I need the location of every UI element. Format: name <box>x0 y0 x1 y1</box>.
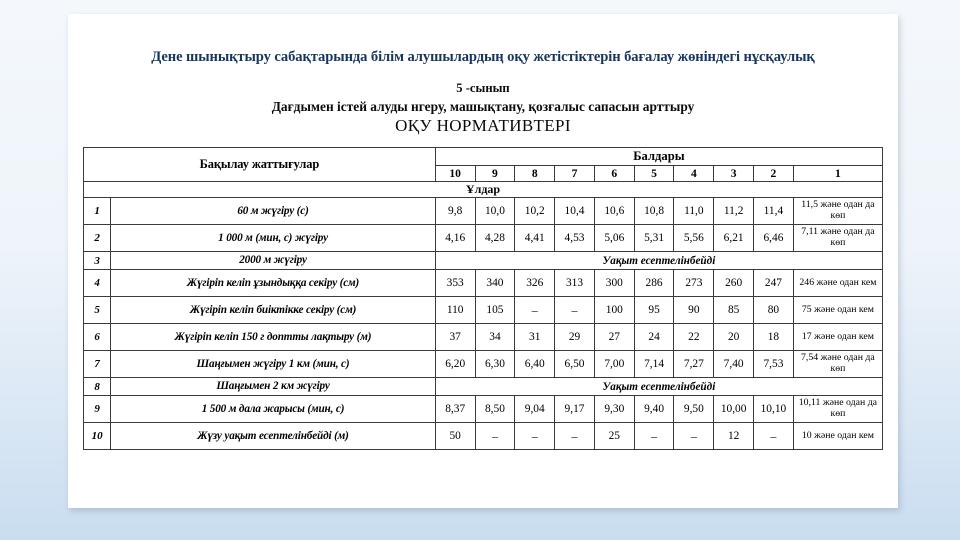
score-cell: 7,27 <box>674 351 714 378</box>
score-cell: 50 <box>435 423 475 450</box>
row-number: 9 <box>84 396 111 423</box>
table-row <box>84 252 883 270</box>
subtitle-grade: 5 -сынып <box>456 81 510 95</box>
score-cell: 7,40 <box>714 351 754 378</box>
header-score-8: 8 <box>515 166 555 182</box>
score-cell: 6,46 <box>754 225 794 252</box>
page-title: Дене шынықтыру сабақтарында білім алушылардың оқу жетістіктерін бағалау жөніндегі нұсқаулық <box>151 49 815 65</box>
score-cell: – <box>634 423 674 450</box>
table-row <box>84 324 883 351</box>
subtitle-description: Дағдымен істей алуды нгеру, машықтану, қозғалыс сапасын арттыру <box>271 99 695 114</box>
score-cell: 8,37 <box>435 396 475 423</box>
score-cell: 37 <box>435 324 475 351</box>
lowest-score-cell: 11,5 және одан да көп <box>793 198 882 225</box>
section-row-boys <box>84 182 883 198</box>
row-number: 7 <box>84 351 111 378</box>
score-cell: 9,17 <box>555 396 595 423</box>
exercise-name: Шаңғымен жүгіру 1 км (мин, с) <box>111 351 436 378</box>
score-cell: 105 <box>475 297 515 324</box>
header-scores-group: Балдары <box>435 148 882 166</box>
score-cell: 10,2 <box>515 198 555 225</box>
score-cell: 80 <box>754 297 794 324</box>
table-body <box>84 198 883 450</box>
score-cell: – <box>515 423 555 450</box>
score-cell: 34 <box>475 324 515 351</box>
table-row <box>84 351 883 378</box>
table-row <box>84 396 883 423</box>
header-score-7: 7 <box>555 166 595 182</box>
score-cell: 247 <box>754 270 794 297</box>
score-cell: 4,16 <box>435 225 475 252</box>
score-cell: 10,4 <box>555 198 595 225</box>
title-block <box>68 14 898 136</box>
score-cell: 24 <box>634 324 674 351</box>
header-score-10: 10 <box>435 166 475 182</box>
score-cell: 10,6 <box>594 198 634 225</box>
score-cell: 7,53 <box>754 351 794 378</box>
row-number: 1 <box>84 198 111 225</box>
table-row <box>84 297 883 324</box>
score-cell: 20 <box>714 324 754 351</box>
slide-canvas <box>68 14 898 508</box>
score-cell: 9,40 <box>634 396 674 423</box>
exercise-name: Жүгіріп келіп биіктікке секіру (см) <box>111 297 436 324</box>
score-cell: 313 <box>555 270 595 297</box>
score-cell: 90 <box>674 297 714 324</box>
row-number: 4 <box>84 270 111 297</box>
score-cell: 11,0 <box>674 198 714 225</box>
score-cell: 18 <box>754 324 794 351</box>
exercise-name: 1 000 м (мин, с) жүгіру <box>111 225 436 252</box>
score-cell: 4,53 <box>555 225 595 252</box>
score-cell: 11,4 <box>754 198 794 225</box>
score-cell: 4,41 <box>515 225 555 252</box>
score-cell: 7,00 <box>594 351 634 378</box>
score-cell: 273 <box>674 270 714 297</box>
score-cell: 9,04 <box>515 396 555 423</box>
subtitle-heading: ОҚУ НОРМАТИВТЕРІ <box>395 116 571 135</box>
exercise-name: 60 м жүгіру (с) <box>111 198 436 225</box>
header-score-2: 2 <box>754 166 794 182</box>
score-cell: 6,30 <box>475 351 515 378</box>
header-score-1: 1 <box>793 166 882 182</box>
table-row <box>84 225 883 252</box>
score-cell: 110 <box>435 297 475 324</box>
score-cell: 326 <box>515 270 555 297</box>
exercise-name: Жүгіріп келіп ұзындыққа секіру (см) <box>111 270 436 297</box>
score-cell: 10,0 <box>475 198 515 225</box>
exercise-name: Шаңғымен 2 км жүгіру <box>111 378 436 396</box>
score-cell: 10,8 <box>634 198 674 225</box>
row-number: 2 <box>84 225 111 252</box>
score-cell: – <box>674 423 714 450</box>
lowest-score-cell: 75 және одан кем <box>793 297 882 324</box>
score-cell: 5,06 <box>594 225 634 252</box>
table-row <box>84 423 883 450</box>
lowest-score-cell: 7,11 және одан да көп <box>793 225 882 252</box>
row-number: 5 <box>84 297 111 324</box>
lowest-score-cell: 7,54 және одан да көп <box>793 351 882 378</box>
score-cell: – <box>475 423 515 450</box>
not-timed-note: Уақыт есептелінбейді <box>435 378 882 396</box>
score-cell: 286 <box>634 270 674 297</box>
header-score-9: 9 <box>475 166 515 182</box>
lowest-score-cell: 10,11 және одан да көп <box>793 396 882 423</box>
header-score-4: 4 <box>674 166 714 182</box>
score-cell: 85 <box>714 297 754 324</box>
score-cell: 29 <box>555 324 595 351</box>
header-score-3: 3 <box>714 166 754 182</box>
row-number: 3 <box>84 252 111 270</box>
score-cell: 4,28 <box>475 225 515 252</box>
exercise-name: 1 500 м дала жарысы (мин, с) <box>111 396 436 423</box>
header-score-6: 6 <box>594 166 634 182</box>
lowest-score-cell: 10 және одан кем <box>793 423 882 450</box>
exercise-name: Жүгіріп келіп 150 г доптты лақтыру (м) <box>111 324 436 351</box>
score-cell: 340 <box>475 270 515 297</box>
score-cell: 31 <box>515 324 555 351</box>
score-cell: 9,50 <box>674 396 714 423</box>
header-exercise: Бақылау жаттығулар <box>84 148 436 182</box>
lowest-score-cell: 246 және одан кем <box>793 270 882 297</box>
score-cell: 300 <box>594 270 634 297</box>
lowest-score-cell: 17 және одан кем <box>793 324 882 351</box>
score-cell: 10,10 <box>754 396 794 423</box>
table-row <box>84 378 883 396</box>
score-cell: 6,21 <box>714 225 754 252</box>
score-cell: 5,56 <box>674 225 714 252</box>
exercise-name: Жүзу уақыт есептелінбейді (м) <box>111 423 436 450</box>
table-row <box>84 270 883 297</box>
score-cell: 260 <box>714 270 754 297</box>
score-cell: 100 <box>594 297 634 324</box>
score-cell: – <box>515 297 555 324</box>
not-timed-note: Уақыт есептелінбейді <box>435 252 882 270</box>
row-number: 10 <box>84 423 111 450</box>
score-cell: 9,30 <box>594 396 634 423</box>
score-cell: 7,14 <box>634 351 674 378</box>
score-cell: – <box>754 423 794 450</box>
header-row-top <box>84 148 883 166</box>
score-cell: 6,50 <box>555 351 595 378</box>
score-cell: 22 <box>674 324 714 351</box>
row-number: 8 <box>84 378 111 396</box>
score-cell: 9,8 <box>435 198 475 225</box>
norms-table <box>83 147 883 450</box>
score-cell: – <box>555 297 595 324</box>
table-row <box>84 198 883 225</box>
score-cell: 5,31 <box>634 225 674 252</box>
score-cell: 6,40 <box>515 351 555 378</box>
score-cell: 6,20 <box>435 351 475 378</box>
score-cell: 8,50 <box>475 396 515 423</box>
score-cell: 25 <box>594 423 634 450</box>
score-cell: 95 <box>634 297 674 324</box>
score-cell: 27 <box>594 324 634 351</box>
score-cell: 11,2 <box>714 198 754 225</box>
header-score-5: 5 <box>634 166 674 182</box>
score-cell: – <box>555 423 595 450</box>
exercise-name: 2000 м жүгіру <box>111 252 436 270</box>
score-cell: 353 <box>435 270 475 297</box>
section-label: Ұлдар <box>84 182 883 198</box>
table-head <box>84 148 883 198</box>
row-number: 6 <box>84 324 111 351</box>
score-cell: 12 <box>714 423 754 450</box>
score-cell: 10,00 <box>714 396 754 423</box>
